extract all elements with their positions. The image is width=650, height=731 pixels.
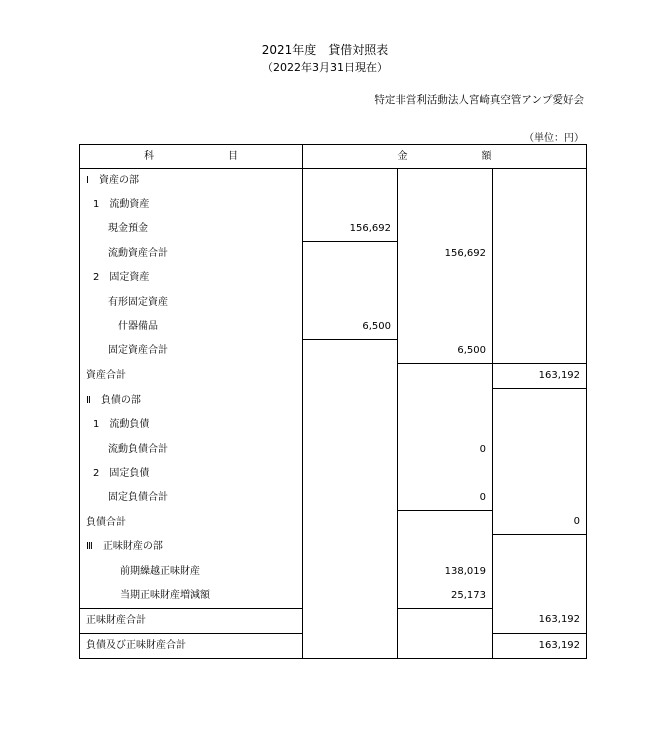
amount-detail — [303, 339, 398, 364]
header-amount — [303, 145, 587, 169]
row-label: 固定資産合計 — [80, 339, 303, 364]
amount-subtotal — [398, 217, 493, 242]
table-row — [80, 584, 587, 609]
amount-detail — [303, 608, 398, 633]
table-row — [80, 389, 587, 414]
header-amount-char-1: 金 — [397, 150, 408, 162]
amount-total — [493, 535, 587, 560]
amount-total — [493, 193, 587, 217]
table-row — [80, 364, 587, 389]
amount-subtotal: 156,692 — [398, 242, 493, 267]
balance-sheet-table — [79, 144, 587, 659]
amount-total: 163,192 — [493, 608, 587, 633]
table-row — [80, 217, 587, 242]
amount-detail — [303, 560, 398, 584]
header-amount-char-2: 額 — [481, 150, 492, 162]
table-row — [80, 413, 587, 437]
row-label: 什器備品 — [80, 315, 303, 340]
table-row — [80, 242, 587, 267]
amount-subtotal — [398, 389, 493, 414]
amount-total — [493, 438, 587, 462]
table-row — [80, 339, 587, 364]
amount-total — [493, 290, 587, 314]
amount-detail — [303, 242, 398, 267]
amount-subtotal — [398, 510, 493, 535]
amount-total — [493, 413, 587, 437]
amount-detail: 156,692 — [303, 217, 398, 242]
amount-detail — [303, 535, 398, 560]
amount-detail — [303, 193, 398, 217]
amount-detail — [303, 389, 398, 414]
row-label: Ⅲ 正味財産の部 — [80, 535, 303, 560]
amount-subtotal: 0 — [398, 486, 493, 511]
amount-subtotal — [398, 608, 493, 633]
amount-total — [493, 242, 587, 267]
amount-subtotal: 138,019 — [398, 560, 493, 584]
amount-detail — [303, 364, 398, 389]
amount-detail — [303, 633, 398, 658]
amount-detail — [303, 413, 398, 437]
table-row — [80, 438, 587, 462]
row-label: 負債合計 — [80, 510, 303, 535]
table-row — [80, 535, 587, 560]
header-item-char-1: 科 — [144, 150, 154, 162]
amount-total — [493, 486, 587, 511]
table-row — [80, 169, 587, 194]
row-label: 当期正味財産増減額 — [80, 584, 303, 609]
amount-total: 163,192 — [493, 364, 587, 389]
row-label: 負債及び正味財産合計 — [80, 633, 303, 658]
amount-detail — [303, 486, 398, 511]
amount-subtotal — [398, 413, 493, 437]
amount-subtotal — [398, 169, 493, 194]
amount-subtotal — [398, 193, 493, 217]
amount-total — [493, 560, 587, 584]
amount-total — [493, 217, 587, 242]
amount-detail: 6,500 — [303, 315, 398, 340]
table-row — [80, 560, 587, 584]
amount-subtotal — [398, 462, 493, 486]
amount-total — [493, 584, 587, 609]
amount-total — [493, 315, 587, 340]
header-item — [80, 145, 303, 169]
row-label: 正味財産合計 — [80, 608, 303, 633]
table-row — [80, 608, 587, 633]
report-title: 2021年度 貸借対照表 — [261, 43, 389, 57]
table-row — [80, 510, 587, 535]
amount-detail — [303, 438, 398, 462]
row-label: 現金預金 — [80, 217, 303, 242]
amount-subtotal — [398, 290, 493, 314]
row-label: 1 流動負債 — [80, 413, 303, 437]
amount-detail — [303, 462, 398, 486]
amount-total: 0 — [493, 510, 587, 535]
amount-total — [493, 389, 587, 414]
unit-label: （単位：円） — [524, 133, 584, 144]
amount-detail — [303, 169, 398, 194]
row-label: Ⅱ 負債の部 — [80, 389, 303, 414]
amount-detail — [303, 266, 398, 290]
amount-subtotal: 0 — [398, 438, 493, 462]
table-row — [80, 633, 587, 658]
row-label: 固定負債合計 — [80, 486, 303, 511]
amount-total — [493, 169, 587, 194]
amount-subtotal — [398, 266, 493, 290]
amount-subtotal — [398, 315, 493, 340]
amount-subtotal: 25,173 — [398, 584, 493, 609]
amount-total: 163,192 — [493, 633, 587, 658]
table-row — [80, 266, 587, 290]
table-row — [80, 462, 587, 486]
row-label: 前期繰越正味財産 — [80, 560, 303, 584]
amount-subtotal: 6,500 — [398, 339, 493, 364]
row-label: 資産合計 — [80, 364, 303, 389]
row-label: 流動負債合計 — [80, 438, 303, 462]
table-header-row — [80, 145, 587, 169]
row-label: 2 固定資産 — [80, 266, 303, 290]
amount-detail — [303, 584, 398, 609]
amount-subtotal — [398, 633, 493, 658]
header-item-char-2: 目 — [228, 150, 238, 162]
row-label: 流動資産合計 — [80, 242, 303, 267]
amount-subtotal — [398, 535, 493, 560]
amount-total — [493, 266, 587, 290]
amount-total — [493, 462, 587, 486]
table-row — [80, 290, 587, 314]
organization-name: 特定非営利活動法人宮崎真空管アンプ愛好会 — [374, 94, 584, 106]
row-label: 有形固定資産 — [80, 290, 303, 314]
amount-total — [493, 339, 587, 364]
amount-subtotal — [398, 364, 493, 389]
report-period: （2022年3月31日現在） — [262, 61, 388, 74]
amount-detail — [303, 510, 398, 535]
table-row — [80, 315, 587, 340]
amount-detail — [303, 290, 398, 314]
row-label: 2 固定負債 — [80, 462, 303, 486]
row-label: 1 流動資産 — [80, 193, 303, 217]
row-label: Ⅰ 資産の部 — [80, 169, 303, 194]
table-row — [80, 486, 587, 511]
table-row — [80, 193, 587, 217]
